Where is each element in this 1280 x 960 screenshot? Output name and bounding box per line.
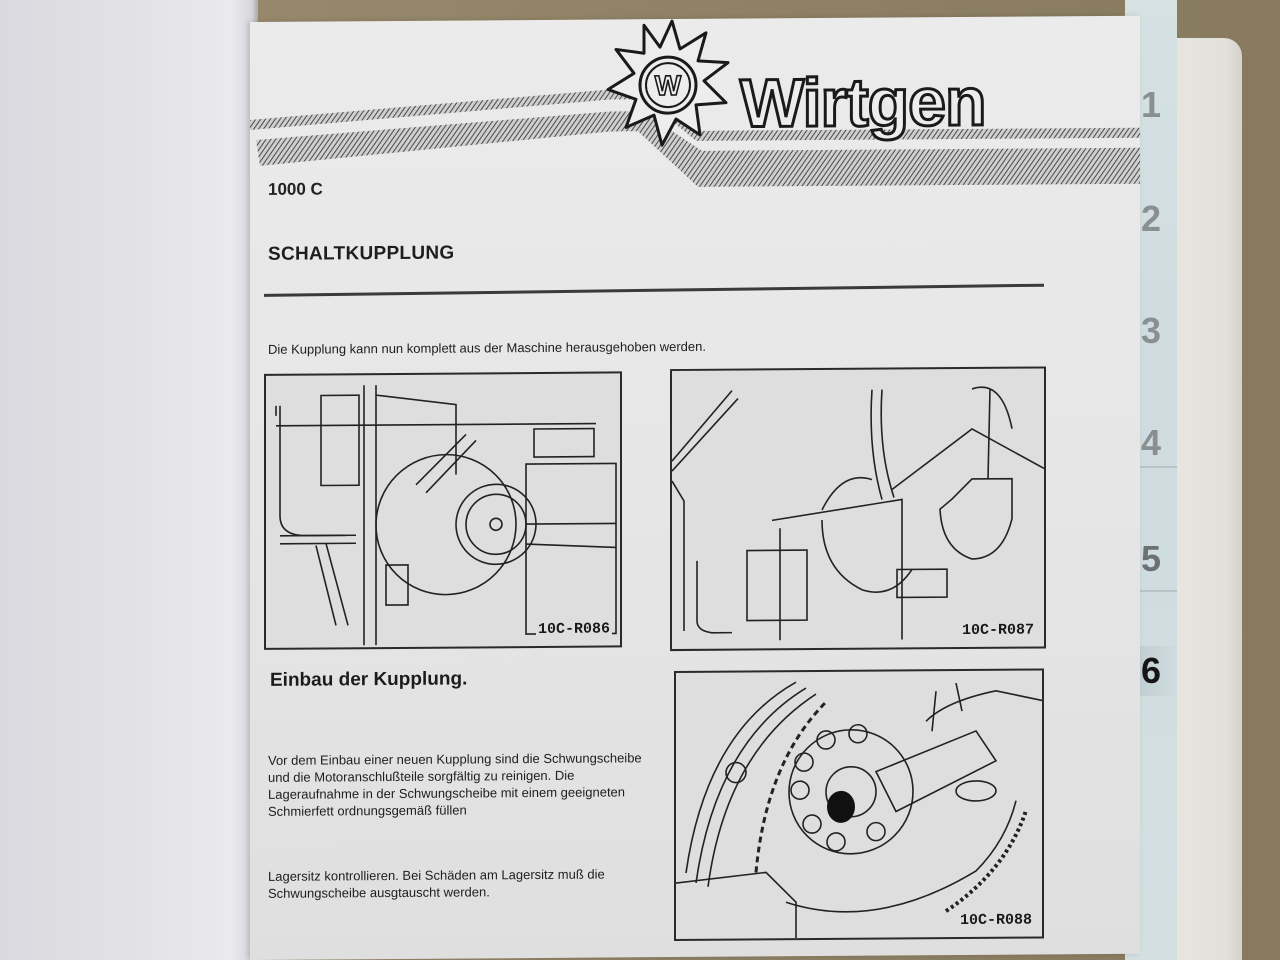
- tab-label: 3: [1140, 310, 1162, 351]
- brand-wordmark: Wirtgen: [740, 63, 986, 142]
- svg-text:W: W: [654, 69, 682, 102]
- figure-clutch-hoist: [670, 366, 1046, 651]
- figure-label: 10C-R087: [961, 621, 1034, 640]
- tab-label: 6: [1140, 650, 1162, 691]
- page-header: [250, 16, 1140, 199]
- figure-label: 10C-R088: [959, 911, 1032, 930]
- tab-label: 1: [1140, 84, 1162, 125]
- tab-label: 5: [1140, 538, 1162, 579]
- left-facing-page: [0, 0, 258, 960]
- model-number: 1000 C: [268, 179, 323, 199]
- wirtgen-gear-logo-icon: [602, 19, 732, 150]
- figure-label: 10C-R086: [537, 620, 610, 638]
- section-title: SCHALTKUPPLUNG: [268, 242, 455, 265]
- figure-flywheel-bolts: [674, 668, 1044, 941]
- flywheel-wrench-illustration-icon: [676, 670, 1042, 939]
- installation-heading: Einbau der Kupplung.: [270, 668, 468, 691]
- installation-paragraph-2: Lagersitz kontrollieren. Bei Schäden am Lagersitz muß die Schwungscheibe ausgtauscht werden.: [268, 866, 605, 901]
- hoist-illustration-icon: [672, 368, 1044, 649]
- manual-page: [250, 16, 1140, 960]
- intro-paragraph: Die Kupplung kann nun komplett aus der Maschine herausgehoben werden.: [268, 338, 706, 357]
- figure-clutch-removal: [264, 371, 622, 649]
- tab-label: 4: [1140, 422, 1162, 463]
- installation-paragraph-1: Vor dem Einbau einer neuen Kupplung sind die Schwungscheibe und die Motoranschlußteile sorgfältig zu reinigen. Die Lageraufnahme in der Schwungscheibe mit einem geeigneten Schmierfett ordnungsgemäß füllen: [268, 750, 642, 819]
- clutch-illustration-icon: [266, 373, 620, 647]
- tab-label: 2: [1140, 198, 1162, 239]
- title-divider: [264, 284, 1044, 297]
